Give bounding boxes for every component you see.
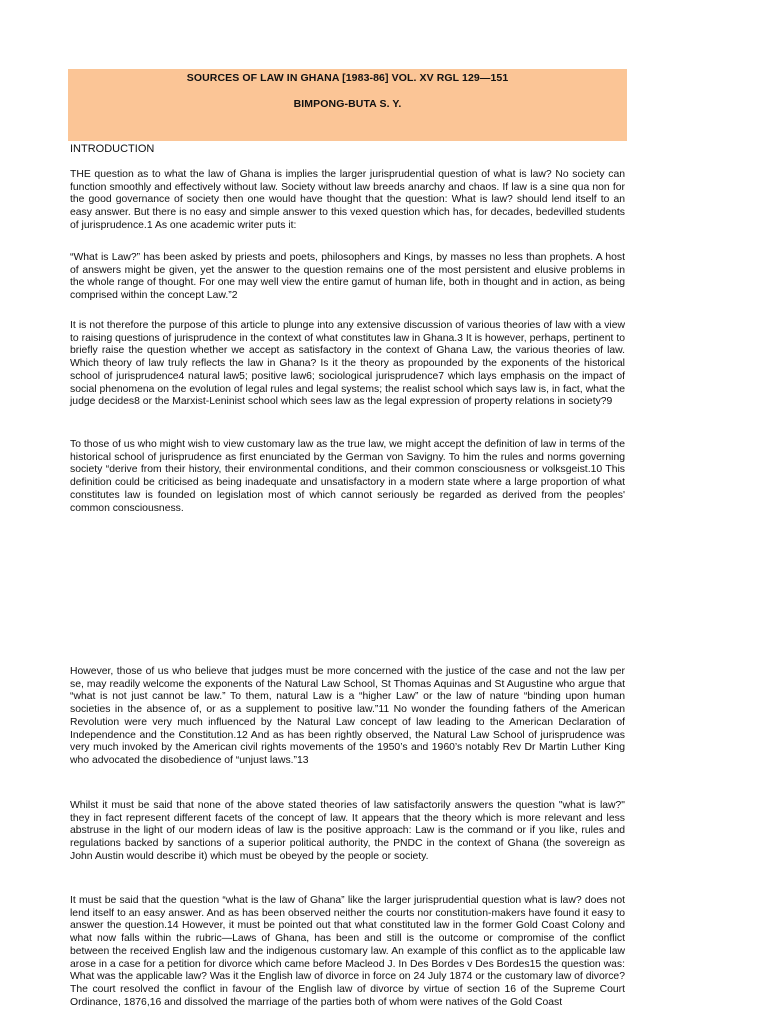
paragraph-quote: “What is Law?” has been asked by priests and poets, philosophers and Kings, by masses no less than prophets. A host of answers might be given, yet the answer to the question remains one of the most persistent and elusive problems in the whole range of thought. For one may well view the entire gamut of human life, both in thought and in action, as being comprised within the concept Law.”2 bbox=[70, 252, 625, 302]
section-heading: INTRODUCTION bbox=[70, 143, 155, 155]
paragraph-6: Whilst it must be said that none of the above stated theories of law satisfactorily answers the question "what is law?" they in fact represent different facets of the concept of law. It appears that the theory which is more relevant and less abstruse in the light of our modern ideas of law is the positive approach: Law is the command or if you like, rules and regulations backed by sanctions of a superior political authority, the PNDC in the context of Ghana (the sovereign as John Austin would describe it) which must be obeyed by the people or society. bbox=[70, 800, 625, 862]
paragraph-1: THE question as to what the law of Ghana is implies the larger jurisprudential question of what is law? No society can function smoothly and effectively without law. Society without law breeds anarchy and chaos. If law is a sine qua non for the good governance of society then one would have thought that the question: What is law? should lend itself to an easy answer. But there is no easy and simple answer to this vexed question which has, for decades, bedevilled students of jurisprudence.1 As one academic writer puts it: bbox=[70, 169, 625, 231]
document-author: BIMPONG-BUTA S. Y. bbox=[293, 98, 402, 110]
paragraph-7: It must be said that the question “what is the law of Ghana” like the larger jurisprudential question what is law? does not lend itself to an easy answer. And as has been observed neither the courts nor constitution-makers have found it easy to answer the question.14 However, it must be pointed out that what constituted law in the former Gold Coast Colony and what now falls within the rubric—Laws of Ghana, has been and still is the outcome or compromise of the conflict between the received English law and the indigenous customary law. An example of this conflict as to the applicable law arose in a case for a petition for divorce which came before Macleod J. In Des Bordes v Des Bordes15 the question was: What was the applicable law? Was it the English law of divorce in force on 24 July 1874 or the customary law of divorce? The court resolved the conflict in favour of the English law of divorce by virtue of section 16 of the Supreme Court Ordinance, 1876,16 and dissolved the marriage of the parties both of whom were natives of the Gold Coast bbox=[70, 895, 625, 1008]
title-banner bbox=[68, 69, 627, 141]
document-title: SOURCES OF LAW IN GHANA [1983-86] VOL. XV RGL 129—151 bbox=[186, 72, 509, 84]
paragraph-3: It is not therefore the purpose of this article to plunge into any extensive discussion of various theories of law with a view to raising questions of jurisprudence in the context of what constitutes law in Ghana.3 It is however, perhaps, pertinent to briefly raise the question whether we accept as satisfactory in the context of Ghana Law, the various theories of law. Which theory of law truly reflects the law in Ghana? Is it the theory as propounded by the exponents of the historical school of jurisprudence4 natural law5; positive law6; sociological jurisprudence7 which lays emphasis on the impact of social phenomena on the evolution of legal rules and legal systems; the realist school which says law is, in fact, what the judge decides8 or the Marxist-Leninist school which sees law as the legal expression of property relations in society?9 bbox=[70, 320, 625, 408]
paragraph-4: To those of us who might wish to view customary law as the true law, we might accept the definition of law in terms of the historical school of jurisprudence as first enunciated by the German von Savigny. To him the rules and norms governing society “derive from their history, their environmental conditions, and their common consciousness or volksgeist.10 This definition could be criticised as being inadequate and unsatisfactory in a modern state where a large proportion of what constitutes law is founded on legislation most of which cannot seriously be regarded as derived from the peoples' common consciousness. bbox=[70, 439, 625, 514]
paragraph-5: However, those of us who believe that judges must be more concerned with the justice of the case and not the law per se, may readily welcome the exponents of the Natural Law School, St Thomas Aquinas and St Augustine who argue that “what is not just cannot be law.” To them, natural Law is a “higher Law” or the law of nature “binding upon human societies in the absence of, or as a supplement to positive law.”11 No wonder the founding fathers of the American Revolution were very much influenced by the Natural Law concept of law leading to the American Declaration of Independence and the Constitution.12 And as has been rightly observed, the Natural Law School of jurisprudence was very much invoked by the American civil rights movements of the 1950’s and 1960’s notably Rev Dr Martin Luther King who advocated the disobedience of “unjust laws.”13 bbox=[70, 666, 625, 766]
